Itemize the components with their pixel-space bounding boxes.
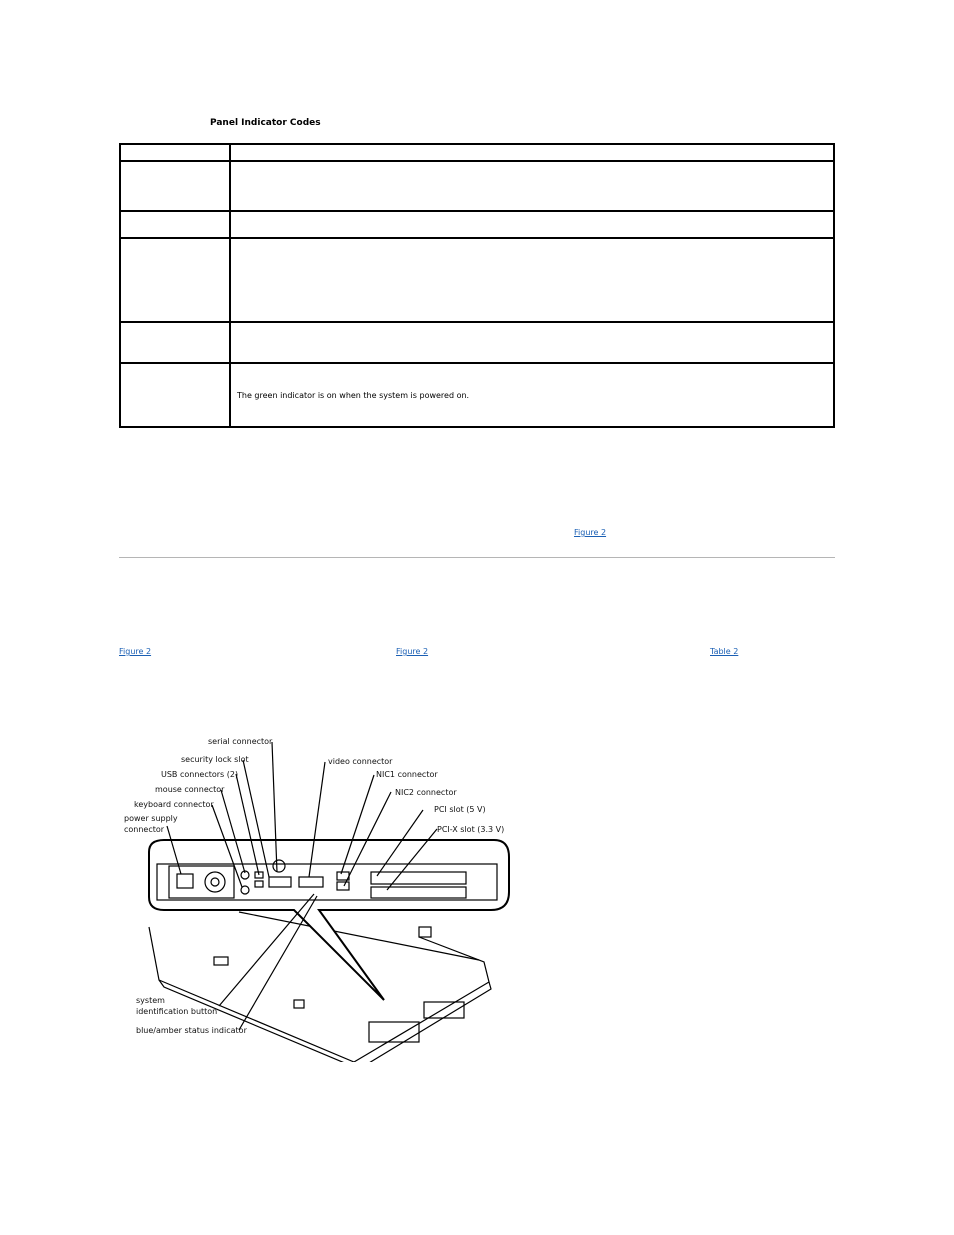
table-cell <box>120 363 230 427</box>
table-cell <box>120 322 230 363</box>
label-system-id-1: system <box>136 996 165 1005</box>
table-row <box>120 161 834 211</box>
label-mouse-connector: mouse connector <box>155 785 225 794</box>
table-row <box>120 211 834 238</box>
table-cell <box>230 161 834 211</box>
label-nic1-connector: NIC1 connector <box>376 770 438 779</box>
label-keyboard-connector: keyboard connector <box>134 800 214 809</box>
label-nic2-connector: NIC2 connector <box>395 788 457 797</box>
table-cell <box>120 161 230 211</box>
figure-link[interactable]: Figure 2 <box>396 647 429 656</box>
figure-link[interactable]: Figure 2 <box>119 647 152 656</box>
label-power-supply-1: power supply <box>124 814 178 823</box>
label-serial-connector: serial connector <box>208 737 273 746</box>
label-pci-slot: PCI slot (5 V) <box>434 805 486 814</box>
table-cell <box>230 211 834 238</box>
figure-link[interactable]: Figure 2 <box>574 528 607 537</box>
label-system-id-2: identification button <box>136 1007 218 1016</box>
label-video-connector: video connector <box>328 757 393 766</box>
table-cell: The green indicator is on when the system is powered on. <box>230 363 834 427</box>
back-panel-figure <box>119 732 519 1062</box>
table-cell <box>120 211 230 238</box>
table-row <box>120 144 834 161</box>
label-status-indicator: blue/amber status indicator <box>136 1026 247 1035</box>
divider <box>119 557 835 558</box>
table-row <box>120 238 834 322</box>
table-caption: Panel Indicator Codes <box>210 118 321 128</box>
table-cell <box>230 322 834 363</box>
table-cell <box>120 144 230 161</box>
label-pcix-slot: PCI-X slot (3.3 V) <box>437 825 505 834</box>
label-usb-connectors: USB connectors (2) <box>161 770 239 779</box>
table-cell <box>230 144 834 161</box>
table-row <box>120 322 834 363</box>
table-cell <box>230 238 834 322</box>
indicator-codes-table <box>119 143 835 428</box>
label-security-lock-slot: security lock slot <box>181 755 249 764</box>
table-cell <box>120 238 230 322</box>
table-link[interactable]: Table 2 <box>710 647 739 656</box>
label-power-supply-2: connector <box>124 825 165 834</box>
back-panel-illustration <box>119 732 519 1062</box>
table-row <box>120 363 834 427</box>
